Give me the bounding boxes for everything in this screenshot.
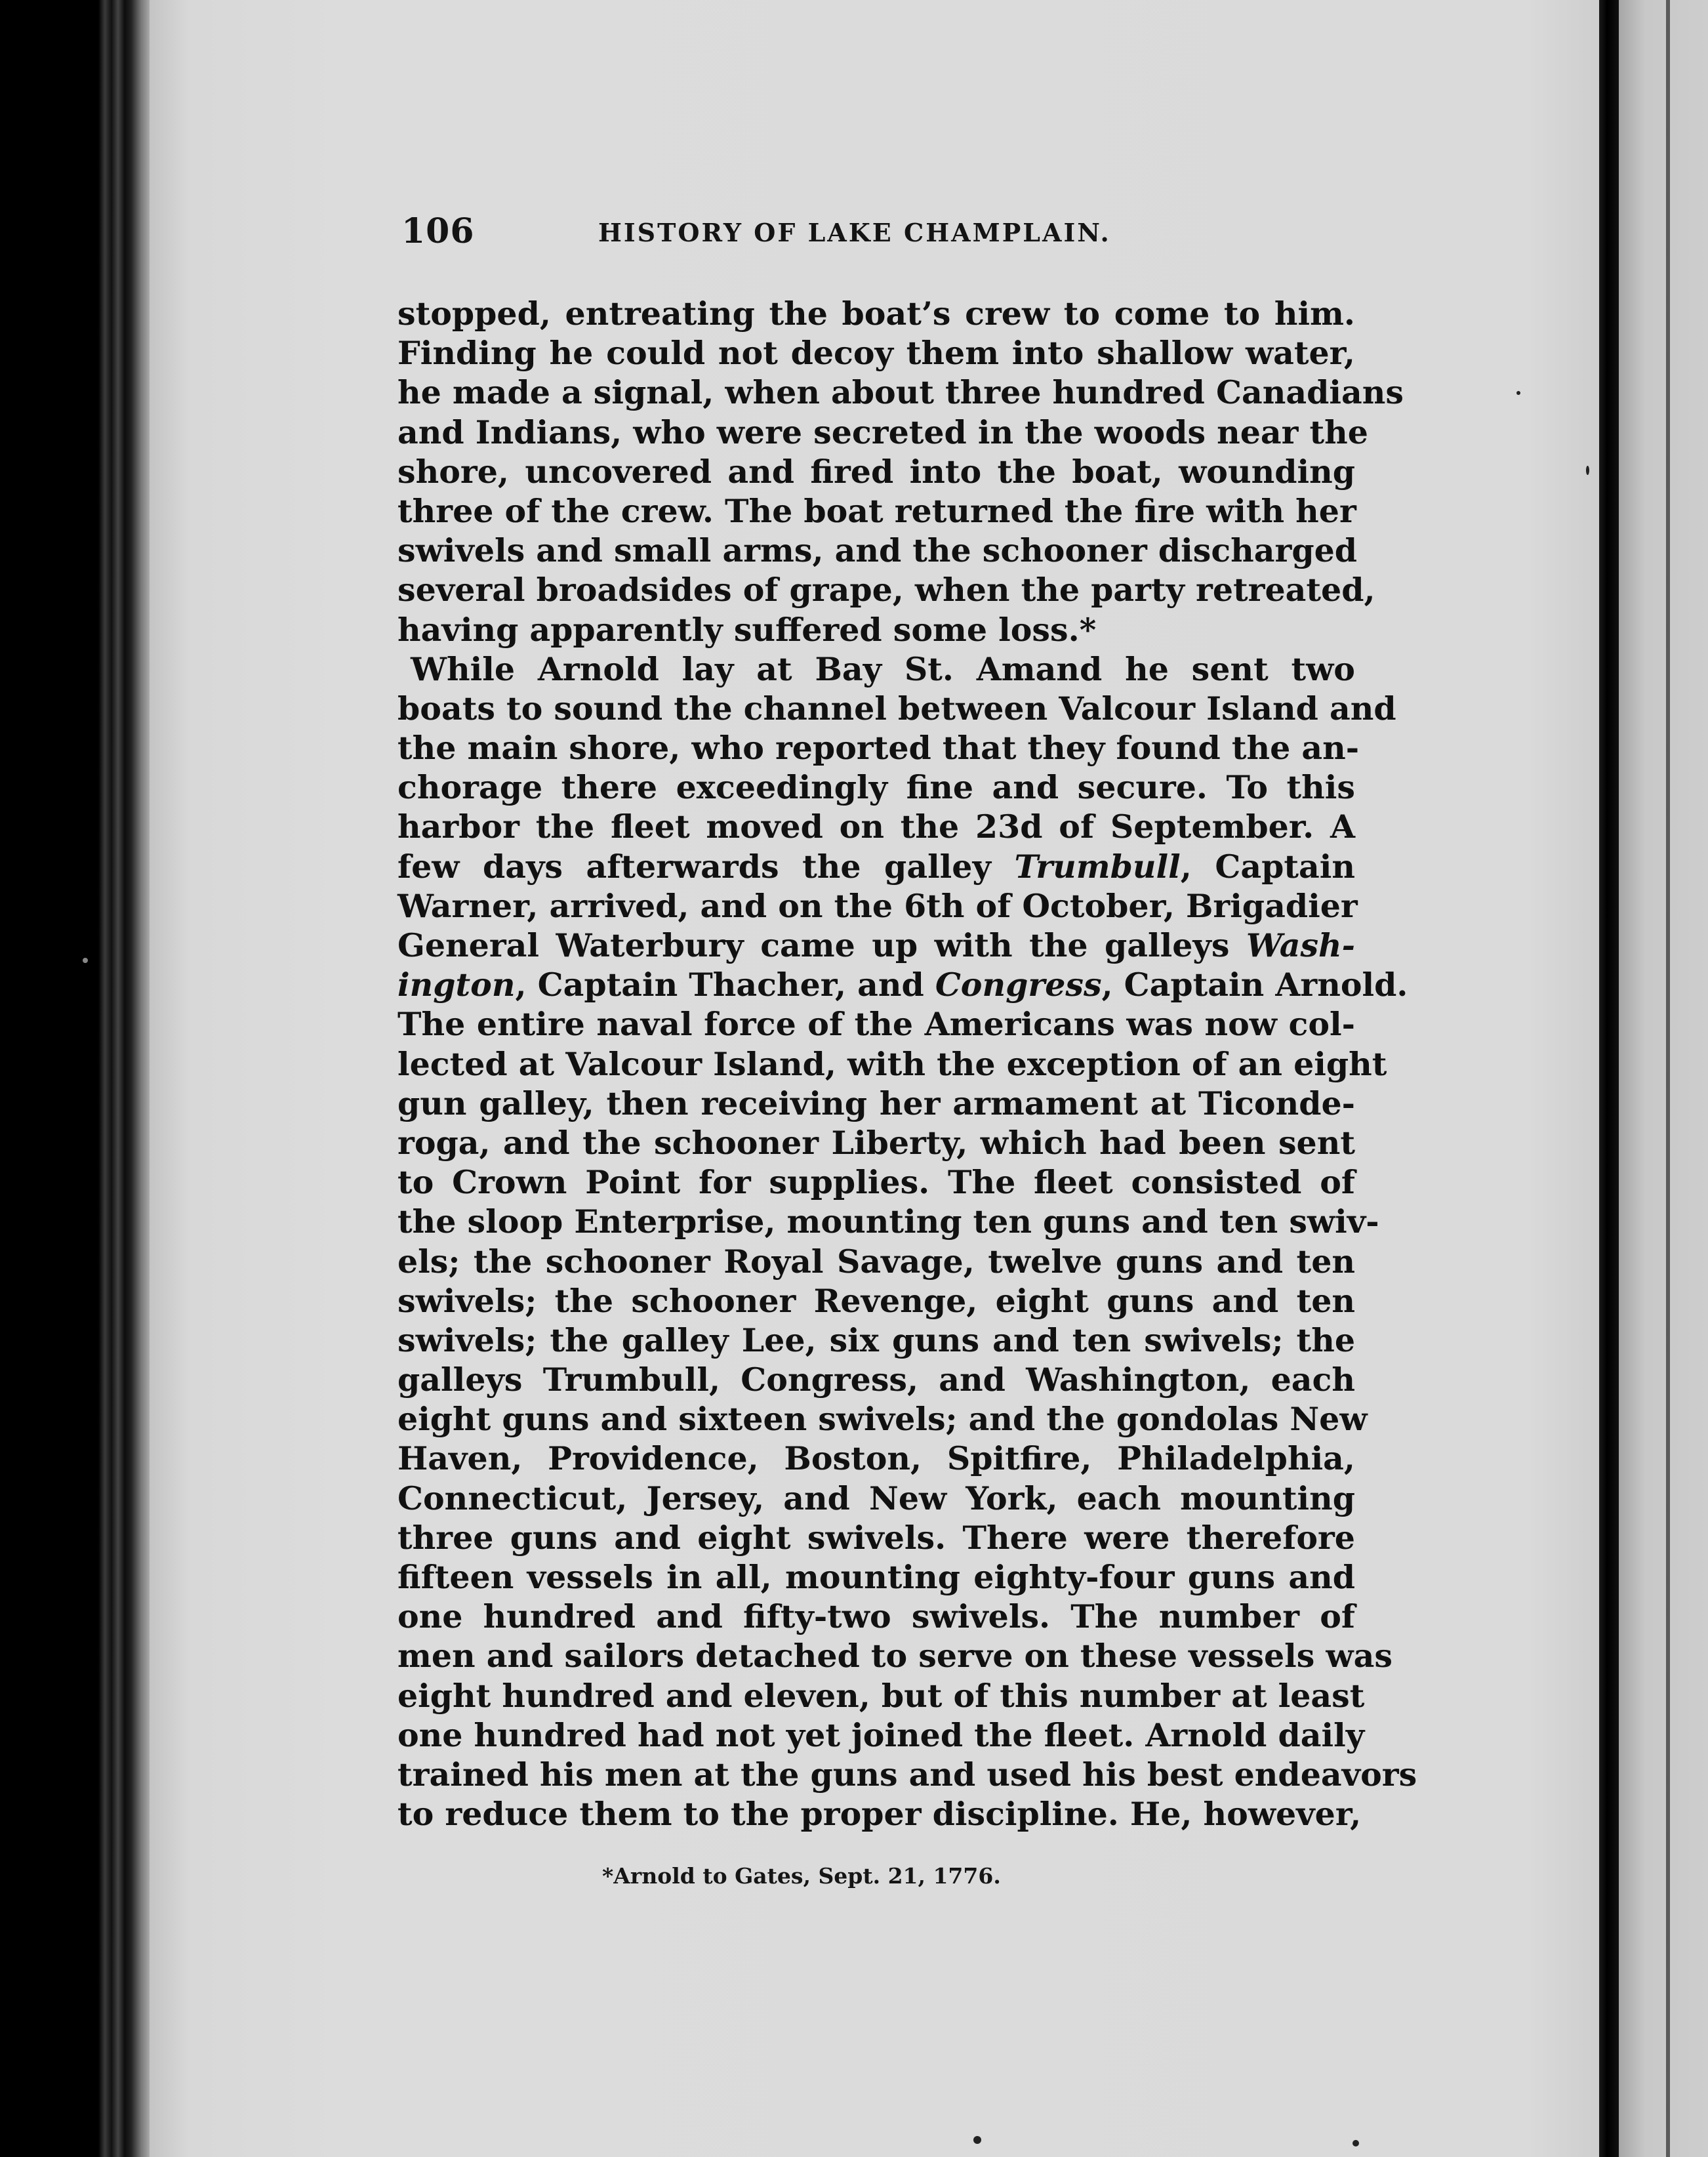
- text-line: [397, 1676, 1365, 1715]
- text-line: [397, 1794, 1362, 1834]
- body-text: [397, 294, 1417, 1834]
- book-binding: [0, 0, 151, 2157]
- line-text: swivels; the schooner Revenge, eight guns and ten: [397, 1281, 1355, 1320]
- text-line: [397, 1636, 1393, 1675]
- text-line: [397, 728, 1360, 768]
- line-text: galleys Trumbull, Congress, and Washington, each: [397, 1361, 1355, 1399]
- text-line: [397, 1044, 1387, 1084]
- line-text: gun galley, then receiving her armament at Ticonde-: [397, 1084, 1355, 1122]
- text-line: [397, 1202, 1379, 1241]
- text-line: [397, 610, 1355, 649]
- vessel-name-italic: Trumbull: [1014, 847, 1181, 886]
- line-text: Haven, Providence, Boston, Spitfire, Philadelphia,: [397, 1439, 1355, 1478]
- line-text: Warner, arrived, and on the 6th of October, Brigadier: [397, 886, 1358, 925]
- line-text: one hundred had not yet joined the fleet. Arnold daily: [397, 1715, 1365, 1754]
- text-line: [397, 373, 1404, 412]
- line-text: lected at Valcour Island, with the exception of an eight: [397, 1044, 1387, 1083]
- line-text: the sloop Enterprise, mounting ten guns and ten swiv-: [397, 1202, 1379, 1241]
- line-text: few days afterwards the galley: [397, 847, 1015, 886]
- text-line: [397, 1321, 1355, 1360]
- text-line: [397, 1597, 1355, 1636]
- text-line: [397, 1755, 1417, 1794]
- scan-speck: [1516, 391, 1520, 395]
- text-line: [397, 1518, 1355, 1557]
- text-line: [397, 649, 1355, 689]
- page-header: [401, 211, 1346, 257]
- line-text: , Captain Arnold.: [1101, 966, 1408, 1004]
- text-line: [397, 1242, 1355, 1281]
- line-text: swivels and small arms, and the schooner discharged: [397, 531, 1358, 570]
- text-line: [397, 1281, 1355, 1321]
- text-line: [397, 965, 1408, 1004]
- text-line: [397, 1123, 1355, 1162]
- running-title: HISTORY OF LAKE CHAMPLAIN.: [598, 218, 1111, 247]
- line-text: els; the schooner Royal Savage, twelve guns and ten: [397, 1242, 1355, 1281]
- text-line: [397, 689, 1396, 728]
- line-text: harbor the fleet moved on the 23d of September. A: [397, 808, 1355, 846]
- text-line: [397, 847, 1355, 886]
- text-line: [397, 531, 1358, 570]
- text-line: [397, 294, 1355, 333]
- vessel-name-italic: Wash-: [1246, 926, 1355, 964]
- text-line: [397, 1399, 1368, 1439]
- text-line: [397, 491, 1355, 531]
- line-text: chorage there exceedingly fine and secure. To this: [397, 768, 1355, 807]
- page-gutter: [1599, 0, 1619, 2157]
- line-text: roga, and the schooner Liberty, which had been sent: [397, 1123, 1355, 1162]
- line-text: boats to sound the channel between Valcour Island and: [397, 689, 1396, 728]
- line-text: General Waterbury came up with the galleys: [397, 926, 1246, 964]
- scan-speck: [83, 958, 88, 963]
- line-text: to Crown Point for supplies. The fleet consisted of: [397, 1163, 1355, 1202]
- text-line: [397, 807, 1355, 846]
- page-number: 106: [401, 211, 475, 251]
- text-line: [397, 570, 1375, 609]
- vessel-name-italic: Congress: [935, 966, 1102, 1004]
- text-line: [397, 1162, 1355, 1202]
- text-line: [397, 452, 1355, 491]
- text-line: [397, 926, 1355, 965]
- text-line: [397, 413, 1368, 452]
- line-text: shore, uncovered and fired into the boat, wounding: [397, 452, 1355, 491]
- line-text: eight guns and sixteen swivels; and the gondolas New: [397, 1400, 1368, 1439]
- scan-speck: [1586, 466, 1589, 475]
- line-text: The entire naval force of the Americans was now col-: [397, 1005, 1355, 1044]
- adjacent-page-shadow: [1666, 0, 1670, 2157]
- line-text: men and sailors detached to serve on these vessels was: [397, 1637, 1393, 1675]
- text-line: [397, 1084, 1355, 1123]
- line-text: one hundred and fifty-two swivels. The number of: [397, 1597, 1355, 1636]
- line-text: trained his men at the guns and used his best endeavors: [397, 1755, 1417, 1794]
- text-line: [397, 333, 1355, 373]
- line-text: , Captain Thacher, and: [515, 966, 935, 1004]
- scan-speck: [973, 2136, 981, 2144]
- line-text: Connecticut, Jersey, and New York, each mounting: [397, 1479, 1355, 1517]
- scan-speck: [1352, 2140, 1359, 2147]
- line-text: to reduce them to the proper discipline. He, however,: [397, 1795, 1362, 1834]
- line-text: having apparently suffered some loss.*: [397, 610, 1097, 649]
- line-text: stopped, entreating the boat’s crew to come to him.: [397, 295, 1355, 333]
- line-text: several broadsides of grape, when the party retreated,: [397, 571, 1375, 609]
- line-text: While Arnold lay at Bay St. Amand he sent two: [411, 649, 1355, 688]
- text-line: [397, 1439, 1355, 1478]
- line-text: three of the crew. The boat returned the fire with her: [397, 491, 1356, 530]
- text-line: [397, 1715, 1365, 1755]
- text-line: [397, 1004, 1355, 1044]
- line-text: the main shore, who reported that they found the an-: [397, 729, 1360, 768]
- line-text: , Captain: [1180, 847, 1355, 886]
- adjacent-page-edge: [1619, 0, 1708, 2157]
- line-text: and Indians, who were secreted in the woods near the: [397, 413, 1368, 451]
- line-text: Finding he could not decoy them into shallow water,: [397, 334, 1355, 373]
- text-line: [397, 768, 1355, 807]
- text-line: [397, 886, 1358, 926]
- text-line: [397, 1557, 1355, 1597]
- vessel-name-italic: ington: [397, 966, 516, 1004]
- text-line: [397, 1360, 1355, 1399]
- line-text: he made a signal, when about three hundred Canadians: [397, 373, 1404, 412]
- line-text: swivels; the galley Lee, six guns and ten swivels; the: [397, 1321, 1355, 1359]
- line-text: fifteen vessels in all, mounting eighty-four guns and: [397, 1558, 1355, 1596]
- text-line: [397, 1479, 1355, 1518]
- line-text: eight hundred and eleven, but of this number at least: [397, 1676, 1365, 1715]
- line-text: three guns and eight swivels. There were therefore: [397, 1518, 1355, 1557]
- footnote: *Arnold to Gates, Sept. 21, 1776.: [602, 1863, 1001, 1889]
